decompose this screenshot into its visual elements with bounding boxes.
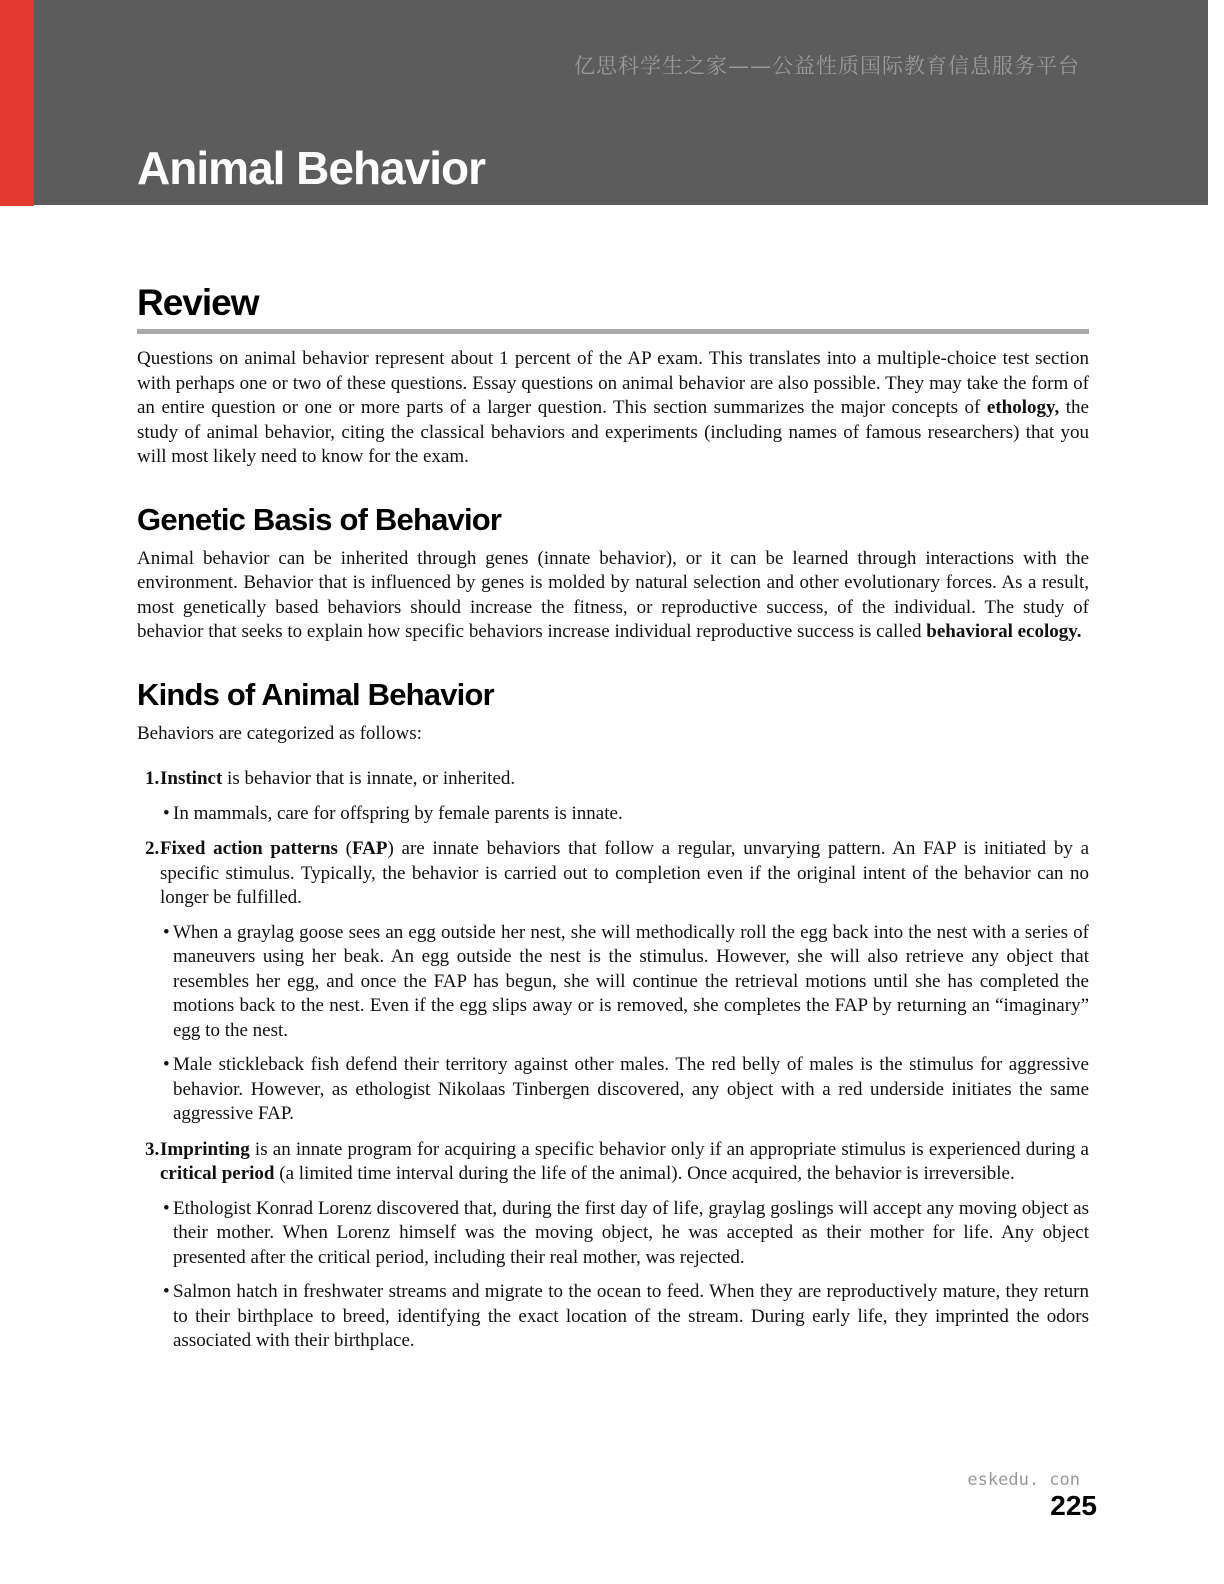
list-item bbox=[137, 767, 1089, 826]
bullet-marker: • bbox=[163, 1054, 170, 1075]
bullet-item bbox=[137, 1280, 1089, 1354]
review-paragraph: Questions on animal behavior represent about 1 percent of the AP exam. This translates into a multiple-choice test section with perhaps one or two of these questions. Essay questions on animal behavior are also possible. They may take the form of an entire question or one or more parts of a larger question. This section summarizes the major concepts of ethology, the study of animal behavior, citing the classical behaviors and experiments (including names of famous researchers) that you will most likely need to know for the exam. bbox=[137, 348, 1089, 467]
bullet-text: Ethologist Konrad Lorenz discovered that, during the first day of life, graylag goslings will accept any moving object as their mother. When Lorenz himself was the moving object, he was accepted as their mother for life. Any object presented after the critical period, including their real mother, was rejected. bbox=[173, 1197, 1089, 1268]
bullet-item bbox=[137, 921, 1089, 1044]
bullet-item bbox=[137, 1197, 1089, 1271]
list-item-number: 2. bbox=[145, 838, 160, 859]
page-number: 225 bbox=[1050, 1490, 1097, 1521]
bullet-marker: • bbox=[163, 802, 170, 824]
bullet-item bbox=[137, 1053, 1089, 1127]
chapter-title: Animal Behavior bbox=[137, 142, 485, 194]
banner-watermark: 亿思科学生之家——公益性质国际教育信息服务平台 bbox=[574, 54, 1080, 78]
bullet-text: Male stickleback fish defend their territory against other males. The red belly of males is the stimulus for aggressive behavior. However, as ethologist Nikolaas Tinbergen discovered, any object with a red underside initiates the same aggressive FAP. bbox=[173, 1054, 1089, 1124]
bullet-item bbox=[137, 802, 1089, 827]
kinds-heading: Kinds of Animal Behavior bbox=[137, 676, 494, 712]
bullet-marker: • bbox=[163, 1281, 170, 1302]
genetic-heading: Genetic Basis of Behavior bbox=[137, 501, 502, 537]
list-item bbox=[137, 837, 1089, 1127]
chapter-tab bbox=[0, 0, 34, 206]
list-item-text: Instinct is behavior that is innate, or inherited. bbox=[160, 768, 516, 789]
review-heading: Review bbox=[137, 282, 259, 323]
genetic-paragraph: Animal behavior can be inherited through genes (innate behavior), or it can be learned through interactions with the environment. Behavior that is influenced by genes is molded by natural selection and other evolutionary forces. As a result, most genetically based behaviors should increase the fitness, or reproductive success, of the individual. The study of behavior that seeks to explain how specific behaviors increase individual reproductive success is called behavioral ecology. bbox=[137, 547, 1089, 642]
bullet-list bbox=[137, 921, 1089, 1127]
content bbox=[137, 284, 1089, 1354]
page-banner bbox=[17, 0, 1208, 205]
kinds-intro: Behaviors are categorized as follows: bbox=[137, 722, 422, 744]
bullet-marker: • bbox=[163, 1197, 170, 1219]
list-item-number: 1. bbox=[145, 768, 160, 789]
bullet-text: In mammals, care for offspring by female parents is innate. bbox=[173, 802, 623, 824]
bullet-text: When a graylag goose sees an egg outside her nest, she will methodically roll the egg back into the nest with a series of maneuvers using her beak. An egg outside the nest is the stimulus. However, she will also retrieve any object that resembles her egg, and once the FAP has begun, she will continue the retrieval motions until she has completed the motions back to the nest. Even if the egg slips away or is removed, she completes the FAP by returning an “imaginary” egg to the nest. bbox=[173, 921, 1089, 1041]
section-rule bbox=[137, 329, 1089, 334]
behavior-list bbox=[137, 767, 1089, 1354]
list-item bbox=[137, 1138, 1089, 1354]
bullet-text: Salmon hatch in freshwater streams and migrate to the ocean to feed. When they are reproductively mature, they return to their birthplace to breed, identifying the exact location of the stream. During early life, they imprinted the odors associated with their birthplace. bbox=[173, 1281, 1089, 1351]
list-item-text: Fixed action patterns (FAP) are innate behaviors that follow a regular, unvarying pattern. An FAP is initiated by a specific stimulus. Typically, the behavior is carried out to completion even if the original intent of the behavior can no longer be fulfilled. bbox=[160, 838, 1089, 908]
bullet-list bbox=[137, 802, 1089, 827]
list-item-number: 3. bbox=[145, 1138, 160, 1160]
bullet-marker: • bbox=[163, 921, 170, 943]
bullet-list bbox=[137, 1197, 1089, 1354]
list-item-text: Imprinting is an innate program for acquiring a specific behavior only if an appropriate stimulus is experienced during a critical period (a limited time interval during the life of the animal). Once acquired, the behavior is irreversible. bbox=[160, 1138, 1089, 1184]
footer-watermark: eskedu. con bbox=[967, 1470, 1080, 1490]
